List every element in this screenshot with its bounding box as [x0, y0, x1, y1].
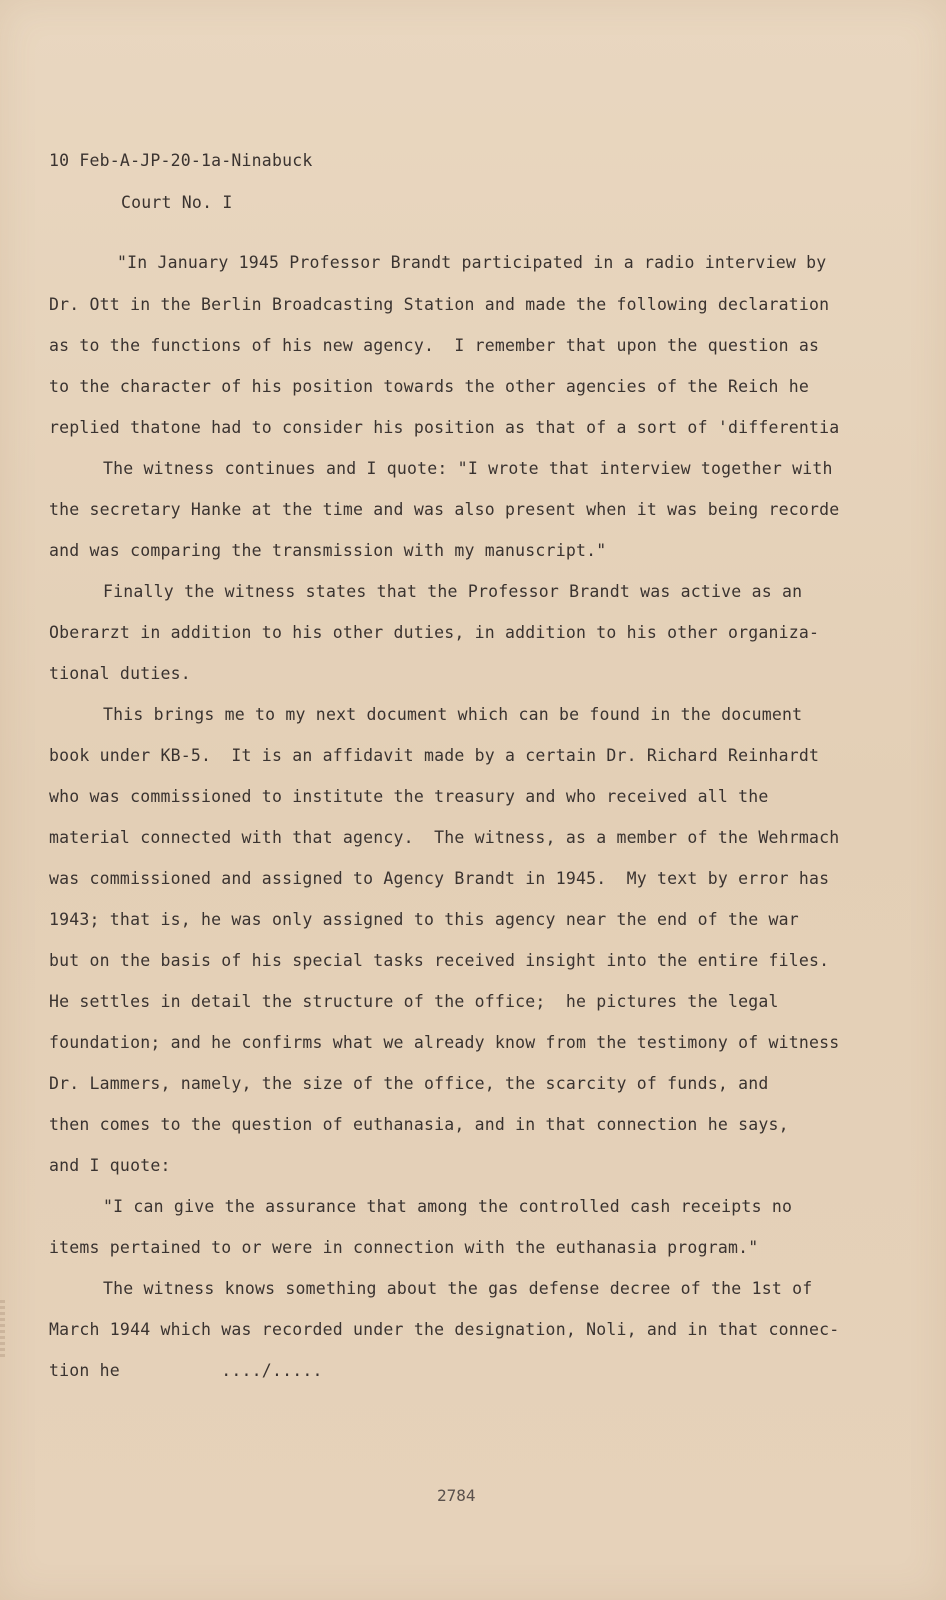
body-line: and was comparing the transmission with my manuscript."	[49, 541, 607, 560]
body-line: tional duties.	[49, 664, 191, 683]
body-line: replied thatone had to consider his position as that of a sort of 'differentia	[49, 418, 840, 437]
body-line: tion he ..../.....	[49, 1361, 323, 1380]
paper-edge-marks	[0, 1300, 5, 1360]
body-line: Dr. Lammers, namely, the size of the office, the scarcity of funds, and	[49, 1074, 769, 1093]
body-line: Dr. Ott in the Berlin Broadcasting Station and made the following declaration	[49, 295, 830, 314]
body-line: This brings me to my next document which can be found in the document	[103, 705, 803, 724]
quoted-line: "I can give the assurance that among the controlled cash receipts no	[103, 1197, 793, 1216]
body-line: as to the functions of his new agency. I remember that upon the question as	[49, 336, 820, 355]
body-line: the secretary Hanke at the time and was also present when it was being recorde	[49, 500, 840, 519]
body-line: but on the basis of his special tasks received insight into the entire files.	[49, 951, 830, 970]
body-line: He settles in detail the structure of the office; he pictures the legal	[49, 992, 779, 1011]
body-line: and I quote:	[49, 1156, 171, 1175]
body-line: The witness continues and I quote: "I wrote that interview together with	[103, 459, 833, 478]
body-line: foundation; and he confirms what we already know from the testimony of witness	[49, 1033, 840, 1052]
body-line: March 1944 which was recorded under the designation, Noli, and in that connec-	[49, 1320, 840, 1339]
body-line: Finally the witness states that the Professor Brandt was active as an	[103, 582, 803, 601]
body-line: was commissioned and assigned to Agency Brandt in 1945. My text by error has	[49, 869, 830, 888]
body-line: The witness knows something about the gas defense decree of the 1st of	[103, 1279, 813, 1298]
quoted-line: items pertained to or were in connection with the euthanasia program."	[49, 1238, 759, 1257]
page-number: 2784	[437, 1486, 476, 1505]
body-line: then comes to the question of euthanasia, and in that connection he says,	[49, 1115, 789, 1134]
body-line: book under KB-5. It is an affidavit made by a certain Dr. Richard Reinhardt	[49, 746, 820, 765]
body-line: who was commissioned to institute the treasury and who received all the	[49, 787, 769, 806]
body-line: to the character of his position towards the other agencies of the Reich he	[49, 377, 810, 396]
document-reference: 10 Feb-A-JP-20-1a-Ninabuck	[49, 151, 313, 170]
body-line: material connected with that agency. The witness, as a member of the Wehrmach	[49, 828, 840, 847]
body-line: Oberarzt in addition to his other duties, in addition to his other organiza-	[49, 623, 820, 642]
body-line: 1943; that is, he was only assigned to this agency near the end of the war	[49, 910, 799, 929]
body-line: "In January 1945 Professor Brandt participated in a radio interview by	[117, 253, 827, 272]
court-designation: Court No. I	[121, 193, 233, 212]
